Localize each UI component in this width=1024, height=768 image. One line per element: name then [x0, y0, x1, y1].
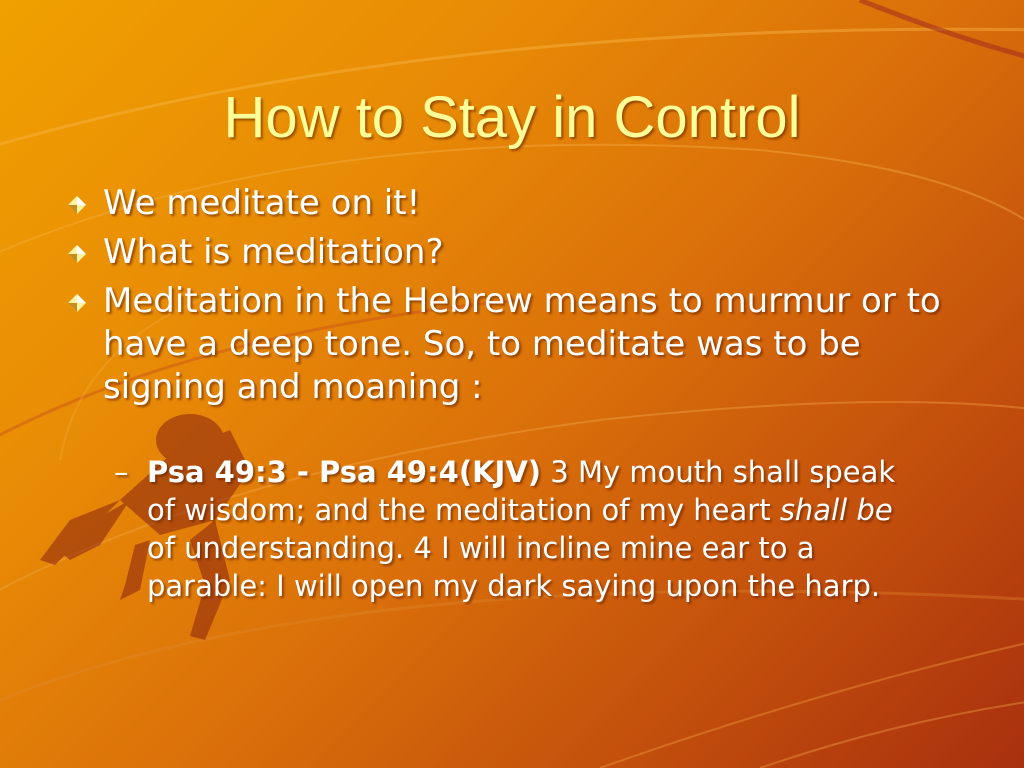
diamond-bullet-icon	[68, 196, 86, 214]
slide-title: How to Stay in Control	[223, 85, 801, 150]
dash-marker: –	[114, 455, 129, 489]
sub-bullet-item	[114, 453, 927, 605]
diamond-bullet-icon	[68, 294, 86, 312]
scripture-italic-text: shall be	[779, 493, 893, 527]
diamond-bullet-icon	[68, 245, 86, 263]
scripture-text-continued: of understanding. 4 I will incline mine ear to a parable: I will open my dark saying upon the harp.	[147, 531, 881, 603]
bullet-item	[62, 182, 962, 225]
scripture-text: 3 My mouth shall speak of wisdom; and the meditation of my heart	[147, 455, 896, 527]
bullet-text: What is meditation?	[103, 232, 444, 272]
scripture-reference: Psa 49:3 - Psa 49:4(KJV)	[147, 455, 542, 489]
bullet-text: We meditate on it!	[103, 183, 421, 223]
bullet-item	[62, 231, 962, 274]
bullet-item	[62, 280, 962, 409]
bullet-text: Meditation in the Hebrew means to murmur or to have a deep tone. So, to meditate was to be signing and moaning :	[103, 281, 941, 407]
slide-body	[62, 182, 962, 605]
